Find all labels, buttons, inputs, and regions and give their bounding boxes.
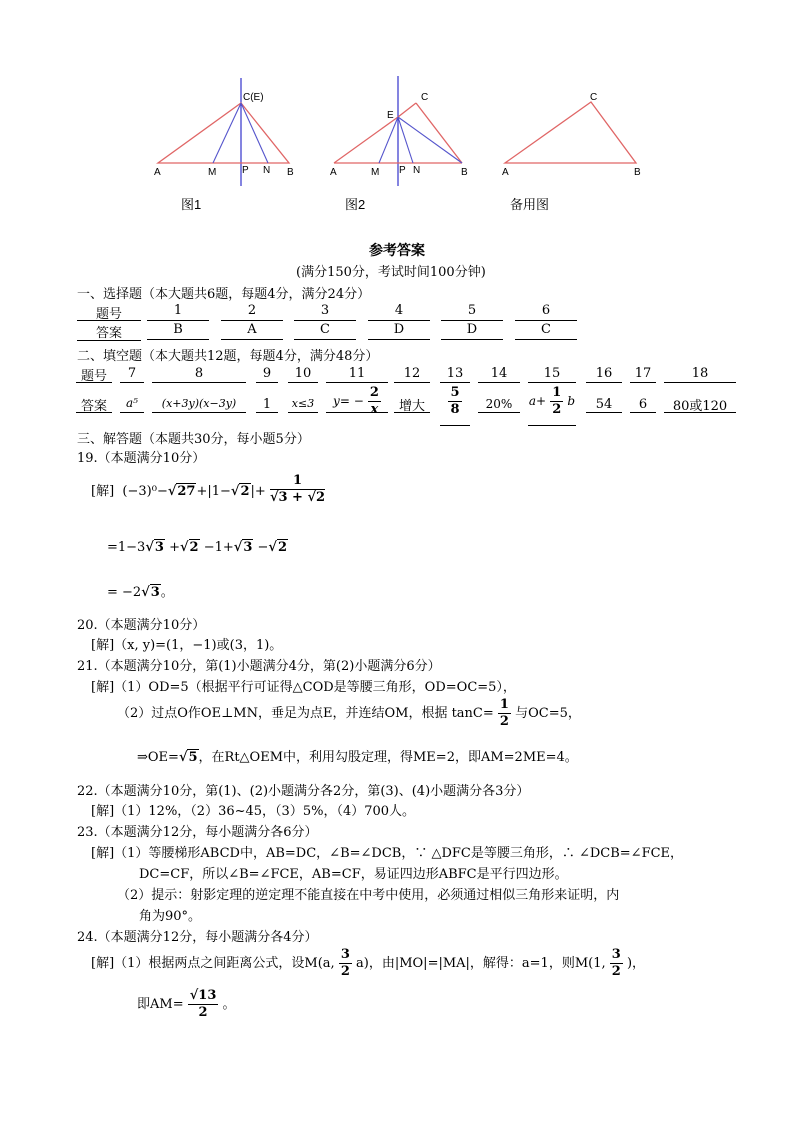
section3-heading: 三、解答题（本题共30分，每小题5分）: [77, 432, 310, 447]
fig1-label-b: B: [287, 167, 294, 178]
fig2-label-e: E: [387, 110, 394, 121]
fig1-label-n: N: [263, 165, 271, 176]
q21-part2: （2）过点O作OE⊥MN，垂足为点E，并连结OM，根据 tanC= $\frac{1}{2}$ 与OC=5，: [117, 697, 581, 729]
q19-line3: = −2√3。: [107, 585, 174, 600]
s2-question-15: 15: [543, 366, 561, 381]
q24-title: 24.（本题满分12分，每小题满分各4分）: [77, 930, 318, 945]
s2-answer-18: 80或120: [672, 399, 728, 414]
s1-q-label: 题号: [95, 307, 122, 322]
fig3-caption: 备用图: [510, 197, 550, 212]
fig3-label-b: B: [634, 167, 641, 178]
s2-question-17: 17: [634, 366, 652, 381]
fig2-label-p: P: [399, 165, 406, 176]
s2-answer-8: (x+3y)(x−3y): [161, 397, 237, 410]
s1-question-1: 1: [173, 303, 183, 318]
fig1-label-m: M: [208, 167, 217, 178]
fig2-label-c: C: [421, 92, 429, 103]
s2-a-label: 答案: [80, 399, 107, 414]
s2-question-10: 10: [294, 366, 312, 381]
figure-1: [154, 78, 294, 186]
fig2-caption: 图2: [345, 197, 366, 212]
s1-question-3: 3: [320, 303, 330, 318]
figure-3: [502, 92, 641, 178]
s1-answer-5: D: [466, 322, 478, 337]
s2-answer-11-prefix: y= −: [333, 394, 364, 408]
s2-answer-13: [440, 385, 470, 418]
s1-question-2: 2: [247, 303, 257, 318]
q24-line2: 即AM= $\frac{√13}{2}$ 。: [137, 988, 236, 1020]
figures-area: [0, 0, 794, 220]
fig1-caption: 图1: [181, 197, 202, 212]
s1-question-6: 6: [541, 303, 551, 318]
figure-2: [330, 76, 468, 186]
s2-answer-12: 增大: [398, 399, 425, 414]
s2-question-16: 16: [595, 366, 613, 381]
q20-answer: [解]（x, y)=(1，−1)或(3，1)。: [91, 638, 283, 653]
fig2-label-m: M: [371, 167, 380, 178]
fig2-label-b: B: [461, 167, 468, 178]
fig1-label-c: C(E): [243, 92, 264, 103]
q23-line3: （2）提示：射影定理的逆定理不能直接在中考中使用，必须通过相似三角形来证明，内: [117, 888, 620, 903]
s2-answer-9: 1: [262, 397, 272, 412]
q21-title: 21.（本题满分10分，第(1)小题满分4分，第(2)小题满分6分）: [77, 659, 441, 674]
q23-line1: [解]（1）等腰梯形ABCD中，AB=DC，∠B=∠DCB，∵ △DFC是等腰三角形，∴ ∠DCB=∠FCE，: [91, 846, 684, 861]
s1-question-4: 4: [394, 303, 404, 318]
s1-answer-4: D: [393, 322, 405, 337]
q23-title: 23.（本题满分12分，每小题满分各6分）: [77, 825, 318, 840]
s1-answer-2: A: [247, 322, 257, 337]
s1-answer-3: C: [320, 322, 330, 337]
q20-title: 20.（本题满分10分）: [77, 618, 206, 633]
s2-answer-15-fraction: $\frac{1}{2}$: [552, 385, 562, 417]
section2-heading: 二、填空题（本大题共12题，每题4分，满分48分）: [77, 349, 379, 364]
s2-question-13: 13: [446, 366, 464, 381]
s1-answer-1: B: [173, 322, 183, 337]
s2-question-18: 18: [691, 366, 709, 381]
section1-heading: 一、选择题（本大题共6题，每题4分，满分24分）: [77, 287, 371, 302]
fig2-label-a: A: [330, 167, 337, 178]
s2-answer-14: 20%: [485, 397, 513, 411]
s1-answer-6: C: [541, 322, 551, 337]
s2-answer-15: a+ $\frac{1}{2}$ b: [528, 385, 576, 417]
fig1-label-a: A: [154, 167, 161, 178]
fig3-label-a: A: [502, 167, 509, 178]
q19-line1: [解] (−3)⁰−√27+|1−√2|+ $\frac{1}{√3 + √2}$: [91, 473, 326, 505]
page-title: 参考答案: [369, 243, 425, 259]
q21-part3: ⇒OE=√5，在Rt△OEM中，利用勾股定理，得ME=2，即AM=2ME=4。: [137, 750, 578, 765]
s2-question-8: 8: [194, 366, 204, 381]
s2-answer-7: a⁵: [126, 396, 138, 410]
q21-tan-fraction: $\frac{1}{2}$: [499, 697, 509, 729]
q22-answer: [解]（1）12%，（2）36~45，（3）5%，（4）700人。: [91, 804, 416, 819]
s2-q-label: 题号: [80, 369, 107, 384]
s2-question-9: 9: [262, 366, 272, 381]
q23-line4: 角为90°。: [139, 909, 202, 924]
fig2-label-n: N: [413, 165, 421, 176]
fig3-label-c: C: [590, 92, 598, 103]
s2-answer-13-fraction: $\frac{5}{8}$: [450, 385, 460, 417]
q19-line2: =1−3√3 +√2 −1+√3 −√2: [107, 540, 287, 555]
s1-question-5: 5: [467, 303, 477, 318]
q23-line2: DC=CF，所以∠B=∠FCE，AB=CF，易证四边形ABFC是平行四边形。: [139, 867, 568, 882]
q19-fraction: $\frac{1}{√3 + √2}$: [269, 473, 326, 505]
q19-title: 19.（本题满分10分）: [77, 451, 206, 466]
s2-answer-11: [326, 385, 388, 418]
s1-a-label: 答案: [95, 326, 122, 341]
fig1-label-p: P: [242, 165, 249, 176]
s2-question-11: 11: [348, 366, 366, 381]
q24-line1: [解]（1）根据两点之间距离公式，设M(a, $\frac{3}{2}$ a)，由|MO|=|MA|，解得：a=1，则M(1, $\frac{3}{2}$ )，: [91, 947, 646, 979]
s2-answer-10: x≤3: [291, 397, 315, 410]
s2-question-12: 12: [403, 366, 421, 381]
s2-answer-16: 54: [595, 397, 613, 412]
s2-question-7: 7: [127, 366, 137, 381]
s2-answer-17: 6: [638, 397, 648, 412]
s2-question-14: 14: [490, 366, 508, 381]
s2-answer-11-fraction: $\frac{2}{x}$: [369, 385, 379, 417]
q22-title: 22.（本题满分10分，第(1)、(2)小题满分各2分，第(3)、(4)小题满分各3分）: [77, 784, 530, 799]
q21-part1: [解]（1）OD=5（根据平行可证得△COD是等腰三角形，OD=OC=5），: [91, 680, 516, 695]
page-subtitle: (满分150分，考试时间100分钟): [296, 265, 486, 280]
